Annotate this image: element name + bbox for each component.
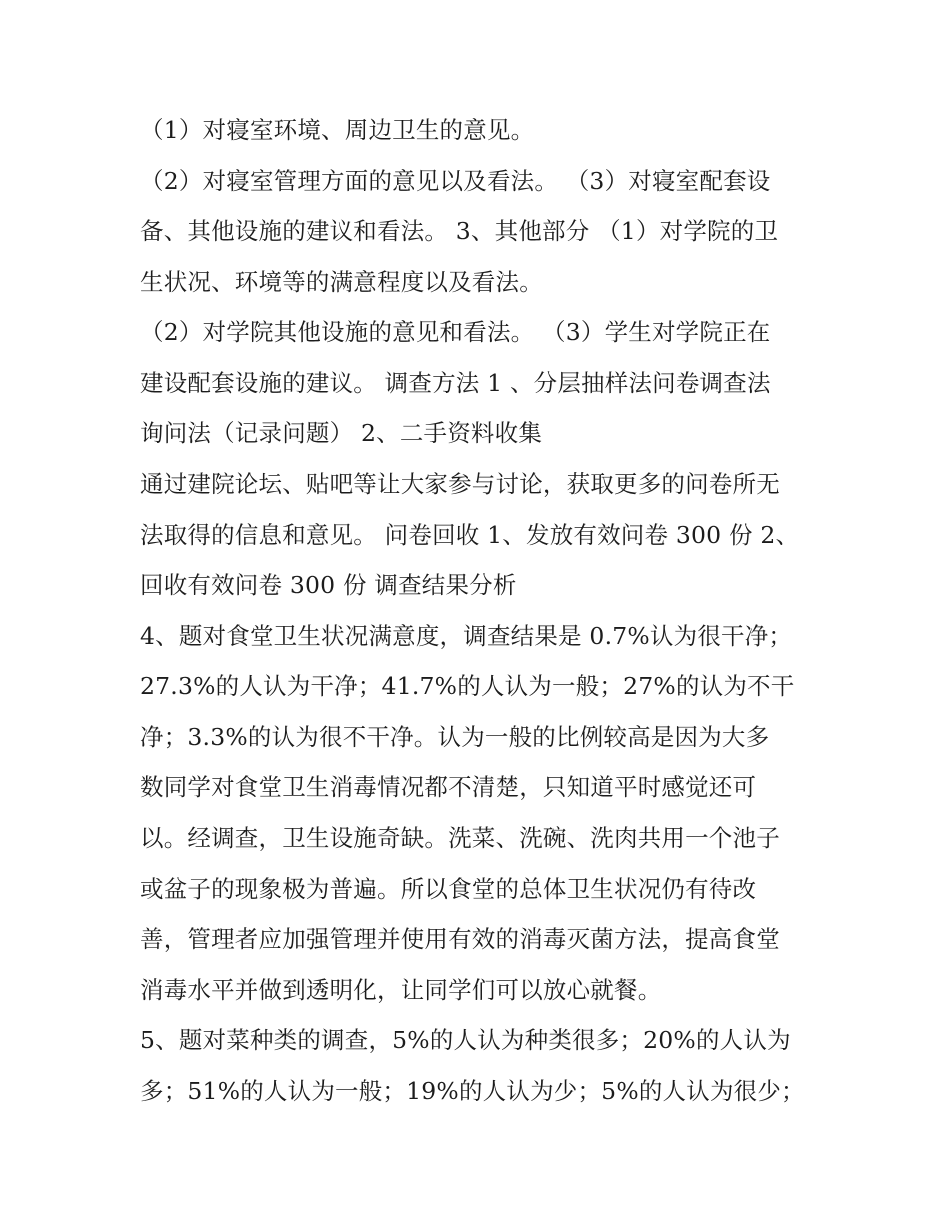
text-line: 建设配套设施的建议。 调查方法 1 、分层抽样法问卷调查法 [140,369,771,397]
text-line: 净；3.3%的认为很不干净。认为一般的比例较高是因为大多 [140,723,770,751]
text-line: （2）对学院其他设施的意见和看法。 （3）学生对学院正在 [140,318,771,346]
text-line: 以。经调查，卫生设施奇缺。洗菜、洗碗、洗肉共用一个池子 [140,824,780,852]
text-line: 备、其他设施的建议和看法。 3、其他部分 （1）对学院的卫 [140,217,779,245]
text-line: 善，管理者应加强管理并使用有效的消毒灭菌方法，提高食堂 [140,925,780,953]
text-line: 27.3%的人认为干净；41.7%的人认为一般；27%的认为不干 [140,672,795,700]
text-line: 数同学对食堂卫生消毒情况都不清楚，只知道平时感觉还可 [140,773,757,801]
text-line: 4、题对食堂卫生状况满意度，调查结果是 0.7%认为很干净； [140,622,793,650]
text-line: （1）对寝室环境、周边卫生的意见。 [140,116,535,144]
text-line: 或盆子的现象极为普遍。所以食堂的总体卫生状况仍有待改 [140,875,757,903]
text-line: 多；51%的人认为一般；19%的人认为少；5%的人认为很少； [140,1077,805,1105]
text-line: 法取得的信息和意见。 问卷回收 1、发放有效问卷 300 份 2、 [140,521,800,549]
text-line: 5、题对菜种类的调查，5%的人认为种类很多；20%的人认为 [140,1026,791,1054]
text-line: （2）对寝室管理方面的意见以及看法。 （3）对寝室配套设 [140,167,771,195]
text-line: 生状况、环境等的满意程度以及看法。 [140,268,543,296]
text-line: 询问法（记录问题） 2、二手资料收集 [140,419,543,447]
text-line: 消毒水平并做到透明化，让同学们可以放心就餐。 [140,976,662,1004]
text-line: 通过建院论坛、贴吧等让大家参与讨论，获取更多的问卷所无 [140,470,780,498]
text-line: 回收有效问卷 300 份 调查结果分析 [140,571,517,599]
